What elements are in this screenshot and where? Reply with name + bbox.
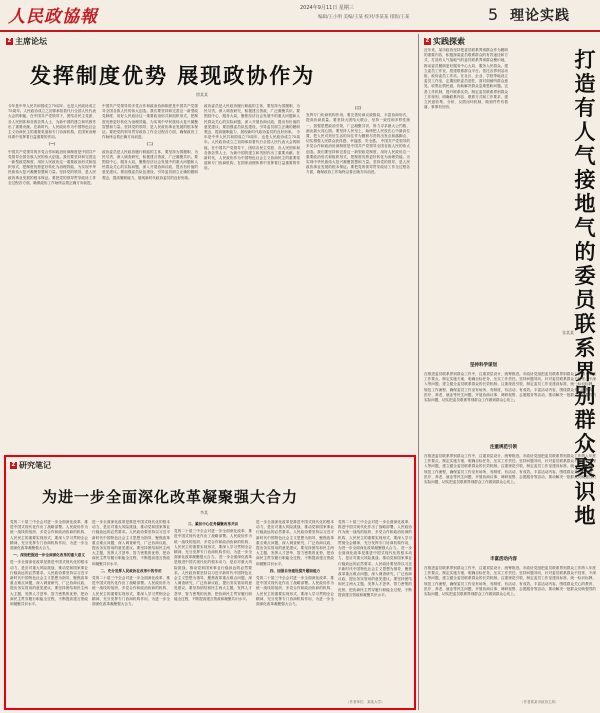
column-label-practice: Z 实践探索: [425, 37, 465, 46]
practice-subhead-3: 丰富活动内容: [490, 557, 517, 562]
article-column-4: （三） 发挥专门协商机构作用，要完善协商议政格局，丰富协商形式，提高协商质量。要坚持大团结大联合，坚持一致性和多样性统一，加强思想政治引领，广泛凝聚共识，努力寻求最大公约数、画出最大同心圆。要坚持人民至上，始终把人民放在心中最高位置，把人民对美好生活的向往作为履职尽责的出发点和落脚点，切实增强人民群众获得感、幸福感、安全感。 中国共产党领导的多党合作和政治协商制度是中国共产党领导全国各族人民的伟大创造。我们要坚持和完善这一新型政党制度，用好人民政协这一重要政治形式和组织形式，把制度优势更好转化为治理效能，为实现中华民族伟大复兴凝聚智慧和力量。坚持党的领导，是人民政协事业发展的根本保证。要把党的领导贯穿政协工作全过程各方面，确保政协工作始终沿着正确方向前进。: [306, 106, 410, 175]
notes-column-5: 党的二十届三中全会对进一步全面深化改革、推进中国式现代化作出了战略部署。人民政协作为统一战线的组织、多党合作和政治协商的机构、人民民主的重要实现形式，要深入学习贯彻全会精神，充分发挥专门协商机构作用，为进一步全面深化改革凝聚强大合力。 进一步全面深化改革是推进中国式现代化的根本动力，是应对重大风险挑战、推动党和国家事业行稳致远的必然要求。人民政协要坚持以习近平新时代中国特色社会主义思想为指导，聚焦改革重点难点问题，深入调查研究，广泛协商议政，提出务实管用的意见建议。要坚持团结和民主两大主题，发挥人才荟萃、智力密集的优势，把协商民主贯穿履行职能全过程，不断提高建言资政和凝聚共识水平。: [338, 520, 412, 597]
notes-column-1: 党的二十届三中全会对进一步全面深化改革、推进中国式现代化作出了战略部署。人民政协作为统一战线的组织、多党合作和政治协商的机构、人民民主的重要实现形式，要深入学习贯彻全会精神，充分发挥专门协商机构作用，为进一步全面深化改革凝聚强大合力。 一、深刻把握进一步全面深化改革的重大意义 进一步全面深化改革是推进中国式现代化的根本动力，是应对重大风险挑战、推动党和国家事业行稳致远的必然要求。人民政协要坚持以习近平新时代中国特色社会主义思想为指导，聚焦改革重点难点问题，深入调查研究，广泛协商议政，提出务实管用的意见建议。要坚持团结和民主两大主题，发挥人才荟萃、智力密集的优势，把协商民主贯穿履行职能全过程，不断提高建言资政和凝聚共识水平。: [10, 520, 88, 607]
article-column-2: 中国共产党领导的多党合作和政治协商制度是中国共产党领导全国各族人民的伟大创造。我们要坚持和完善这一新型政党制度，用好人民政协这一重要政治形式和组织形式，把制度优势更好转化为治理效能，为实现中华民族伟大复兴凝聚智慧和力量。坚持党的领导，是人民政协事业发展的根本保证。要把党的领导贯穿政协工作全过程各方面，确保政协工作始终沿着正确方向前进。 （二） 政协委员是人民政协履行职能的主体，要坚持为国履职、为民尽责，深入调查研究，积极建言资政，广泛凝聚共识。要围绕中心、服务大局，聚焦经济社会发展中的重大问题和人民群众关心的实际问题，深入开展协商议政，提出有价值的意见建议。要加强委员队伍建设，引导委员树立正确的履职观念，提高履职能力，展现新时代政协委员的良好形象。: [102, 104, 198, 180]
column-tag-icon: Z: [425, 38, 430, 44]
date-line: 2024年9月11日 星期三: [300, 5, 354, 11]
notes-byline: 李某: [200, 510, 208, 515]
section-name: 理论实践: [510, 8, 570, 24]
practice-headline-text: 打造有人气接地气的委员联系界别群众聚识地: [574, 48, 596, 528]
column-tag-icon: Z: [7, 38, 12, 44]
column-label-notes: Z 研究笔记: [11, 461, 51, 470]
page-number: 5: [488, 5, 499, 24]
practice-subhead-1: 坚持科学谋划: [470, 363, 497, 368]
article-column-3: 政协委员是人民政协履行职能的主体，要坚持为国履职、为民尽责，深入调查研究，积极建言资政，广泛凝聚共识。要围绕中心、服务大局，聚焦经济社会发展中的重大问题和人民群众关心的实际问题，深入开展协商议政，提出有价值的意见建议。要加强委员队伍建设，引导委员树立正确的履职观念，提高履职能力，展现新时代政协委员的良好形象。 今年是中华人民共和国成立75周年，也是人民政协成立75周年。人民政协成立之初即承担着代行全国人民代表大会的职能，在中国共产党领导下，团结各民主党派、各人民团体和各族各界人士，为新中国的建立和巩固作出了重要贡献。在新时代，人民政协作为中国特色社会主义协商民主的重要渠道和专门协商机构，在国家治理体系中发挥着日益重要的作用。: [204, 104, 300, 171]
column-label-forum: Z 主席论坛: [7, 37, 47, 46]
practice-text-2a: 在推进委员联系界别群众工作中，注重顶层设计，统筹推进。市政协党组把委员联系界别群众工作纳入年度工作要点，制定实施方案，明确目标任务，压实工作责任。坚持问题导向，针对委员联系群众不经常、不深入等问题，建立健全委员联系群众的长效机制。注重规范引领，制定委员工作室建设标准，统一标识标牌，规范工作流程，确保委员工作室有场所、有制度、有活动、有成效。丰富活动内容，围绕群众关心的教育、医疗、养老、就业等民生问题，开展协商议事、调研视察、志愿服务等活动，推动解决一批群众反映强烈的实际问题，切实把委员联系界别群众工作做到群众心坎上。: [424, 372, 596, 403]
header-rule: [0, 30, 600, 32]
editors-line: 编辑/王小明 美编/王某 校对/李某某 排版/王某: [318, 15, 410, 20]
practice-note: （作者系某市政协主席）: [520, 700, 559, 704]
column-divider: [418, 34, 419, 710]
practice-text-2c: 在推进委员联系界别群众工作中，注重顶层设计，统筹推进。市政协党组把委员联系界别群众工作纳入年度工作要点，制定实施方案，明确目标任务，压实工作责任。坚持问题导向，针对委员联系群众不经常、不深入等问题，建立健全委员联系群众的长效机制。注重规范引领，制定委员工作室建设标准，统一标识标牌，规范工作流程，确保委员工作室有场所、有制度、有活动、有成效。丰富活动内容，围绕群众关心的教育、医疗、养老、就业等民生问题，开展协商议事、调研视察、志愿服务等活动，推动解决一批群众反映强烈的实际问题，切实把委员联系界别群众工作做到群众心坎上。: [424, 566, 596, 597]
article-column-1: 今年是中华人民共和国成立75周年，也是人民政协成立75周年。人民政协成立之初即承担着代行全国人民代表大会的职能，在中国共产党领导下，团结各民主党派、各人民团体和各族各界人士，为新中国的建立和巩固作出了重要贡献。在新时代，人民政协作为中国特色社会主义协商民主的重要渠道和专门协商机构，在国家治理体系中发挥着日益重要的作用。 （一） 中国共产党领导的多党合作和政治协商制度是中国共产党领导全国各族人民的伟大创造。我们要坚持和完善这一新型政党制度，用好人民政协这一重要政治形式和组织形式，把制度优势更好转化为治理效能，为实现中华民族伟大复兴凝聚智慧和力量。坚持党的领导，是人民政协事业发展的根本保证。要把党的领导贯穿政协工作全过程各方面，确保政协工作始终沿着正确方向前进。: [8, 104, 96, 185]
notes-note: （作者单位：某某大学）: [346, 700, 385, 704]
practice-text: 近年来，某市政协坚持把委员联系界别群众作为履职的重要内容，积极探索委员联系群众的有效途径和方式，打造有人气接地气的委员联系界别群众聚识地，推动委员履职更好服务中心大局、服务人民群众。建立委员工作室，搭建联系群众平台。依托各界别活动组、政协委员工作站，在社区、企业、学校等地设立委员工作室，定期组织委员进驻，面对面倾听群众意见，收集社情民意，协助解决群众急难愁盼问题。完善工作机制，提升联系实效。制定委员联系界别群众工作规则，明确联系内容、联系方式和工作要求，建立民意收集、分析、反馈闭环机制，做到件件有着落、事事有回音。: [424, 48, 508, 110]
main-byline: 徐某某: [196, 92, 208, 97]
practice-text-2b: 在推进委员联系界别群众工作中，注重顶层设计，统筹推进。市政协党组把委员联系界别群众工作纳入年度工作要点，制定实施方案，明确目标任务，压实工作责任。坚持问题导向，针对委员联系群众不经常、不深入等问题，建立健全委员联系群众的长效机制。注重规范引领，制定委员工作室建设标准，统一标识标牌，规范工作流程，确保委员工作室有场所、有制度、有活动、有成效。丰富活动内容，围绕群众关心的教育、医疗、养老、就业等民生问题，开展协商议事、调研视察、志愿服务等活动，推动解决一批群众反映强烈的实际问题，切实把委员联系界别群众工作做到群众心坎上。: [424, 454, 596, 485]
notes-headline: 为进一步全面深化改革凝聚强大合力: [42, 488, 299, 506]
notes-column-3: 三、紧扣中心任务凝聚改革共识 党的二十届三中全会对进一步全面深化改革、推进中国式现代化作出了战略部署。人民政协作为统一战线的组织、多党合作和政治协商的机构、人民民主的重要实现形式，要深入学习贯彻全会精神，充分发挥专门协商机构作用，为进一步全面深化改革凝聚强大合力。 进一步全面深化改革是推进中国式现代化的根本动力，是应对重大风险挑战、推动党和国家事业行稳致远的必然要求。人民政协要坚持以习近平新时代中国特色社会主义思想为指导，聚焦改革重点难点问题，深入调查研究，广泛协商议政，提出务实管用的意见建议。要坚持团结和民主两大主题，发挥人才荟萃、智力密集的优势，把协商民主贯穿履行职能全过程，不断提高建言资政和凝聚共识水平。: [174, 522, 252, 601]
practice-headline: [512, 48, 597, 528]
newspaper-logo: 人民政協報: [8, 7, 98, 27]
notes-column-4: 进一步全面深化改革是推进中国式现代化的根本动力，是应对重大风险挑战、推动党和国家事业行稳致远的必然要求。人民政协要坚持以习近平新时代中国特色社会主义思想为指导，聚焦改革重点难点问题，深入调查研究，广泛协商议政，提出务实管用的意见建议。要坚持团结和民主两大主题，发挥人才荟萃、智力密集的优势，把协商民主贯穿履行职能全过程，不断提高建言资政和凝聚共识水平。 四、加强自身建设提升履职能力 党的二十届三中全会对进一步全面深化改革、推进中国式现代化作出了战略部署。人民政协作为统一战线的组织、多党合作和政治协商的机构、人民民主的重要实现形式，要深入学习贯彻全会精神，充分发挥专门协商机构作用，为进一步全面深化改革凝聚强大合力。: [256, 520, 334, 607]
main-headline: 发挥制度优势 展现政协作为: [30, 64, 316, 88]
notes-column-2: 进一步全面深化改革是推进中国式现代化的根本动力，是应对重大风险挑战、推动党和国家事业行稳致远的必然要求。人民政协要坚持以习近平新时代中国特色社会主义思想为指导，聚焦改革重点难点问题，深入调查研究，广泛协商议政，提出务实管用的意见建议。要坚持团结和民主两大主题，发挥人才荟萃、智力密集的优势，把协商民主贯穿履行职能全过程，不断提高建言资政和凝聚共识水平。 二、充分发挥人民政协在改革中的作用 党的二十届三中全会对进一步全面深化改革、推进中国式现代化作出了战略部署。人民政协作为统一战线的组织、多党合作和政治协商的机构、人民民主的重要实现形式，要深入学习贯彻全会精神，充分发挥专门协商机构作用，为进一步全面深化改革凝聚强大合力。: [92, 520, 170, 607]
practice-byline: 张某某: [562, 330, 574, 335]
column-tag-icon: Z: [11, 462, 16, 468]
masthead: [0, 0, 600, 30]
practice-subhead-2: 注重规范引领: [490, 445, 517, 450]
